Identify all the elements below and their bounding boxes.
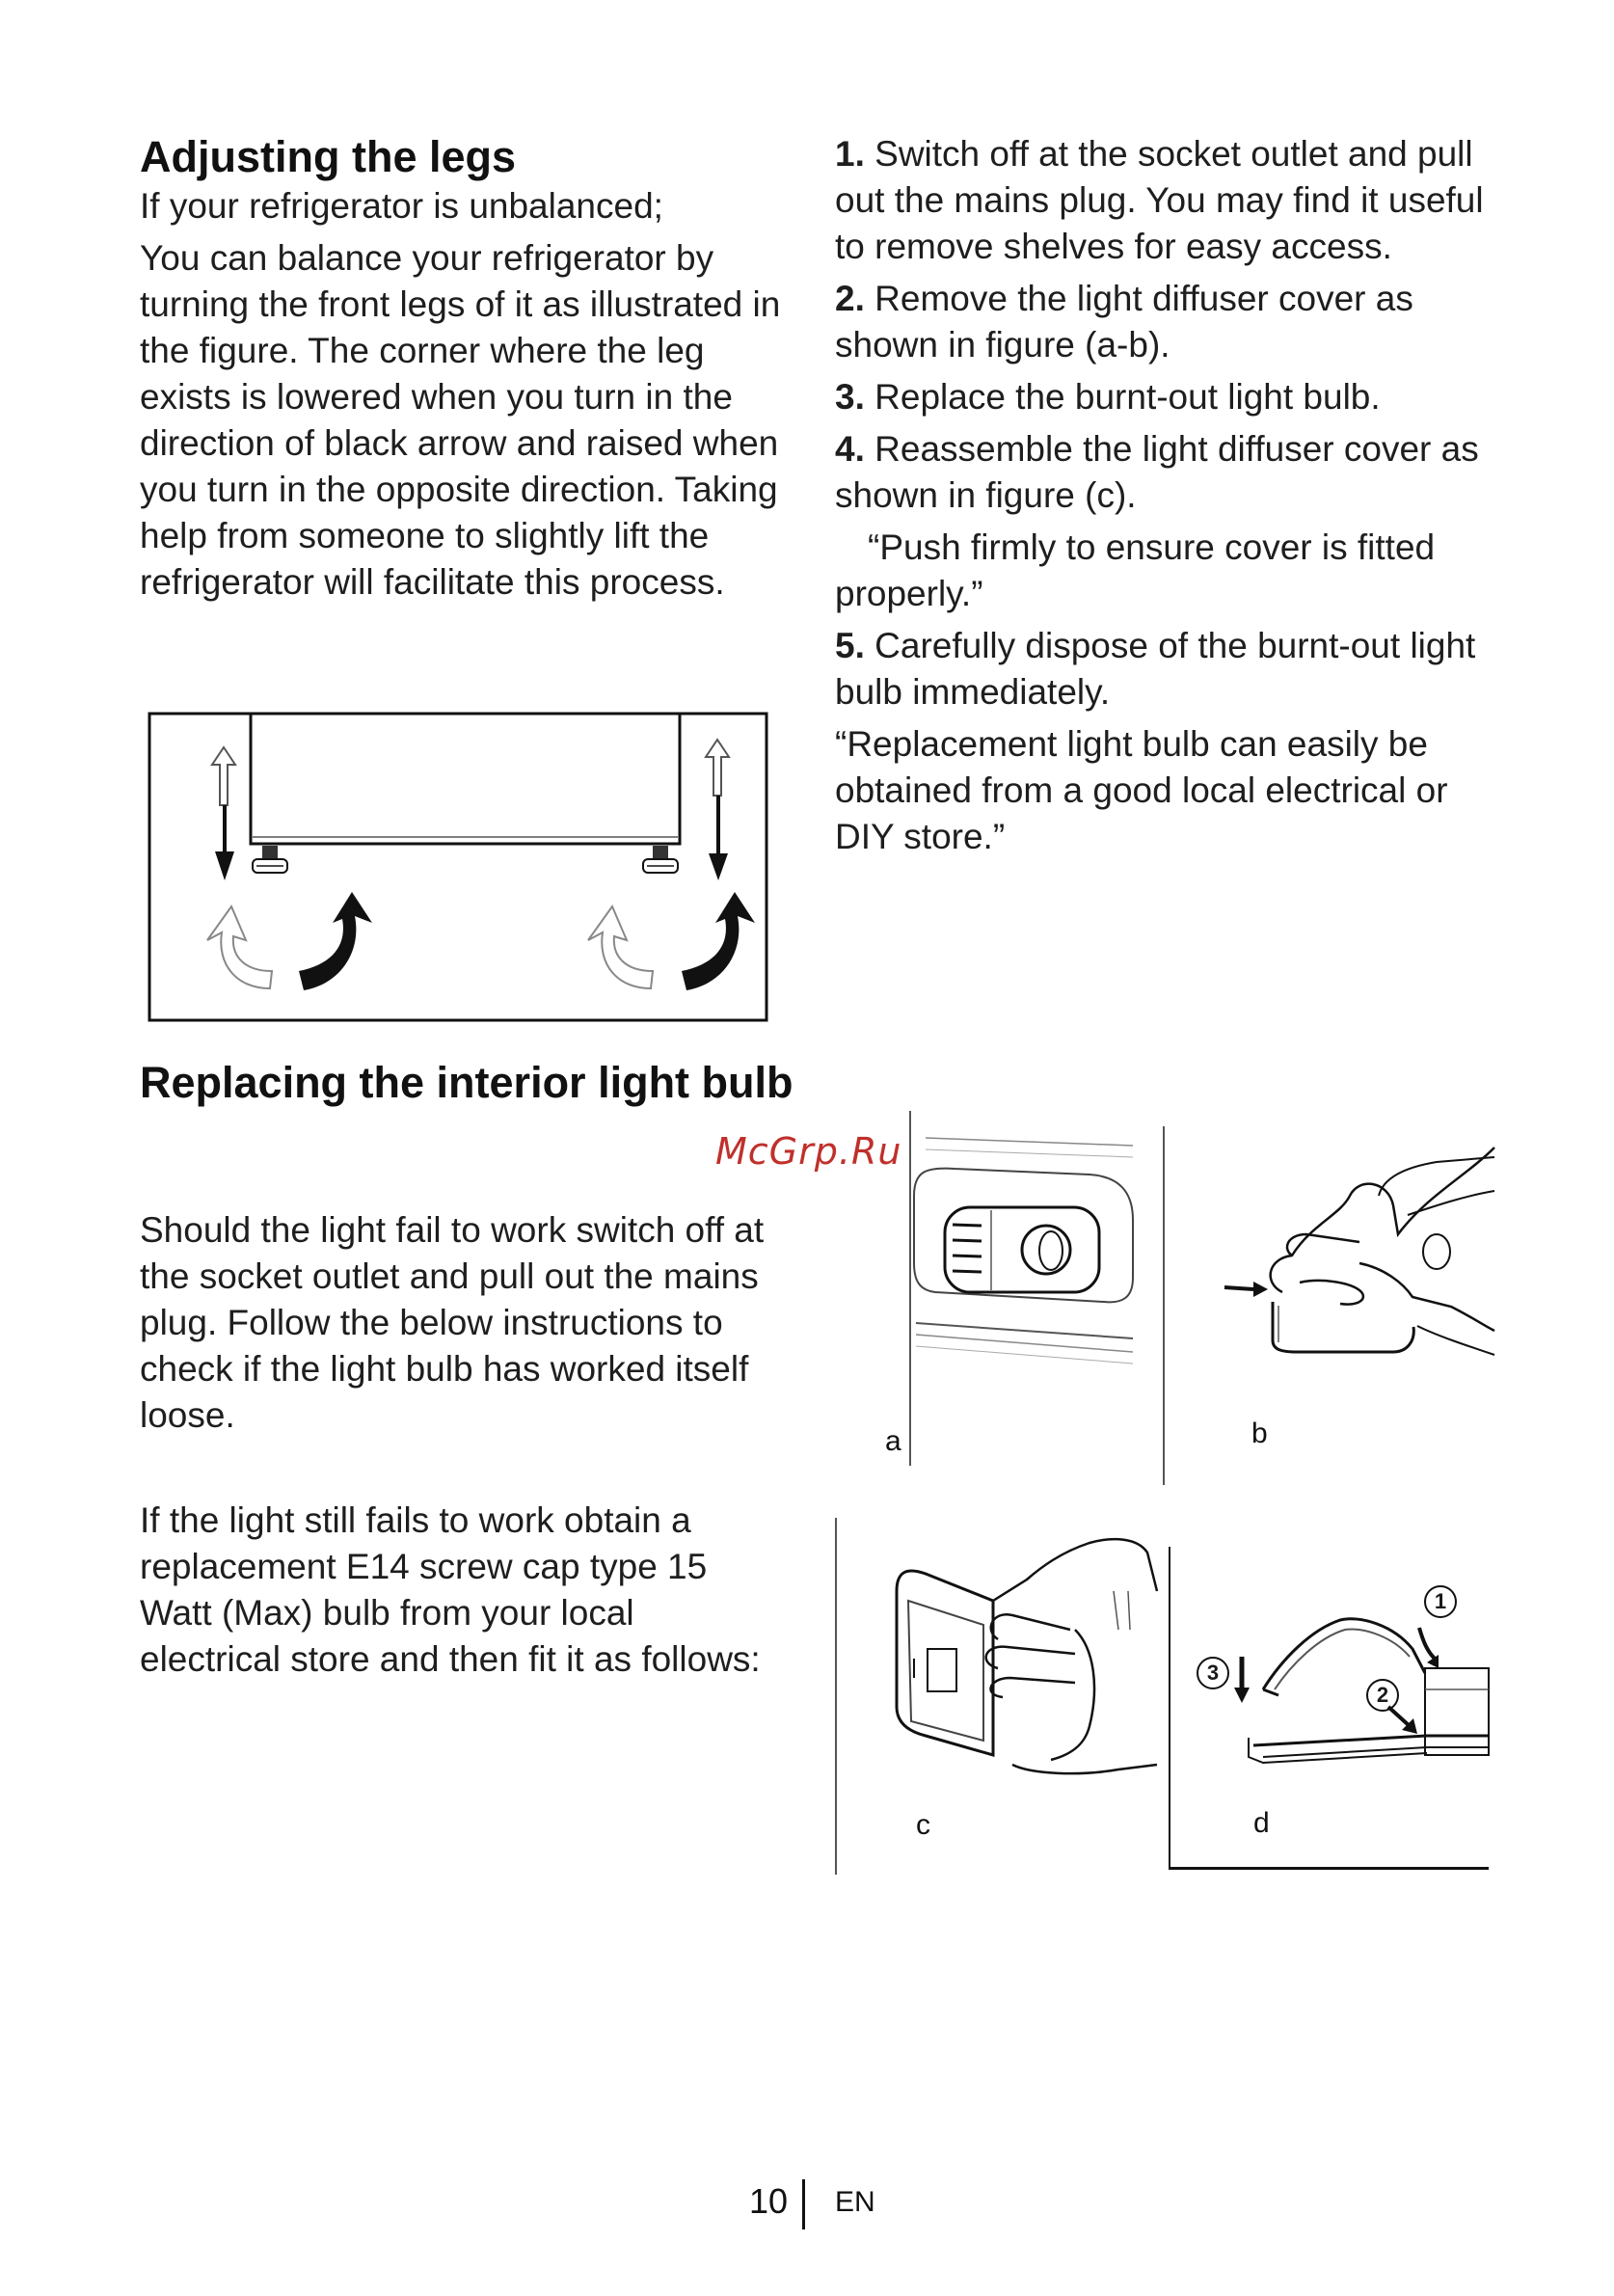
figure-c-illustration — [868, 1533, 1157, 1784]
step-4: 4. Reassemble the light diffuser cover as shown in figure (c). — [835, 429, 1479, 515]
figure-divider-top — [1163, 1126, 1165, 1485]
step-1: 1. Switch off at the socket outlet and pull out the mains plug. You may find it useful to remove shelves for easy access. — [835, 134, 1484, 266]
figure-d-label: d — [1253, 1807, 1270, 1839]
figure-c-left-line — [835, 1518, 837, 1875]
bulb-para1: Should the light fail to work switch off at the socket outlet and pull out the mains plug. Follow the below instructions to check if the light bulb has worked itself loose. — [140, 1210, 765, 1435]
figure-a-label: a — [885, 1425, 901, 1457]
figure-a-illustration — [897, 1099, 1147, 1475]
bulb-heading: Replacing the interior light bulb — [140, 1058, 794, 1107]
callout-2: 2 — [1366, 1679, 1399, 1712]
step-3: 3. Replace the burnt-out light bulb. — [835, 377, 1381, 417]
quote-push-firmly: “Push firmly to ensure cover is fitted properly.” — [835, 527, 1436, 613]
footer-separator — [802, 2179, 805, 2229]
legs-body: You can balance your refrigerator by turning the front legs of it as illustrated in the figure. The corner where the leg exists is lowered when you turn in the direction of black arrow and raised when you turn in the opposite direction. Taking help from someone to slightly lift the refrigerator will facilitate this process. — [140, 238, 781, 602]
page-number: 10 — [749, 2181, 789, 2221]
callout-1: 1 — [1424, 1585, 1457, 1618]
legs-intro: If your refrigerator is unbalanced; — [140, 186, 663, 226]
step-5: 5. Carefully dispose of the burnt-out light bulb immediately. — [835, 626, 1476, 712]
figure-d-bottom-line — [1169, 1867, 1489, 1870]
watermark-text: McGrp.Ru — [715, 1130, 902, 1173]
figure-b-label: b — [1251, 1418, 1268, 1449]
bulb-para2: If the light still fails to work obtain a replacement E14 screw cap type 15 Watt (Max) bulb from your local electrical store and then fit it as follows: — [140, 1500, 761, 1679]
figure-c-label: c — [916, 1809, 930, 1841]
figure-b-illustration — [1215, 1138, 1494, 1389]
legs-figure — [145, 709, 771, 1027]
callout-3: 3 — [1197, 1657, 1229, 1689]
footer-language: EN — [835, 2186, 875, 2218]
figure-d-left-line — [1169, 1547, 1170, 1869]
legs-heading: Adjusting the legs — [140, 132, 517, 181]
quote-replacement: “Replacement light bulb can easily be obtained from a good local electrical or DIY store.” — [835, 724, 1448, 856]
steps-list — [835, 131, 1510, 860]
step-2: 2. Remove the light diffuser cover as shown in figure (a-b). — [835, 279, 1413, 365]
